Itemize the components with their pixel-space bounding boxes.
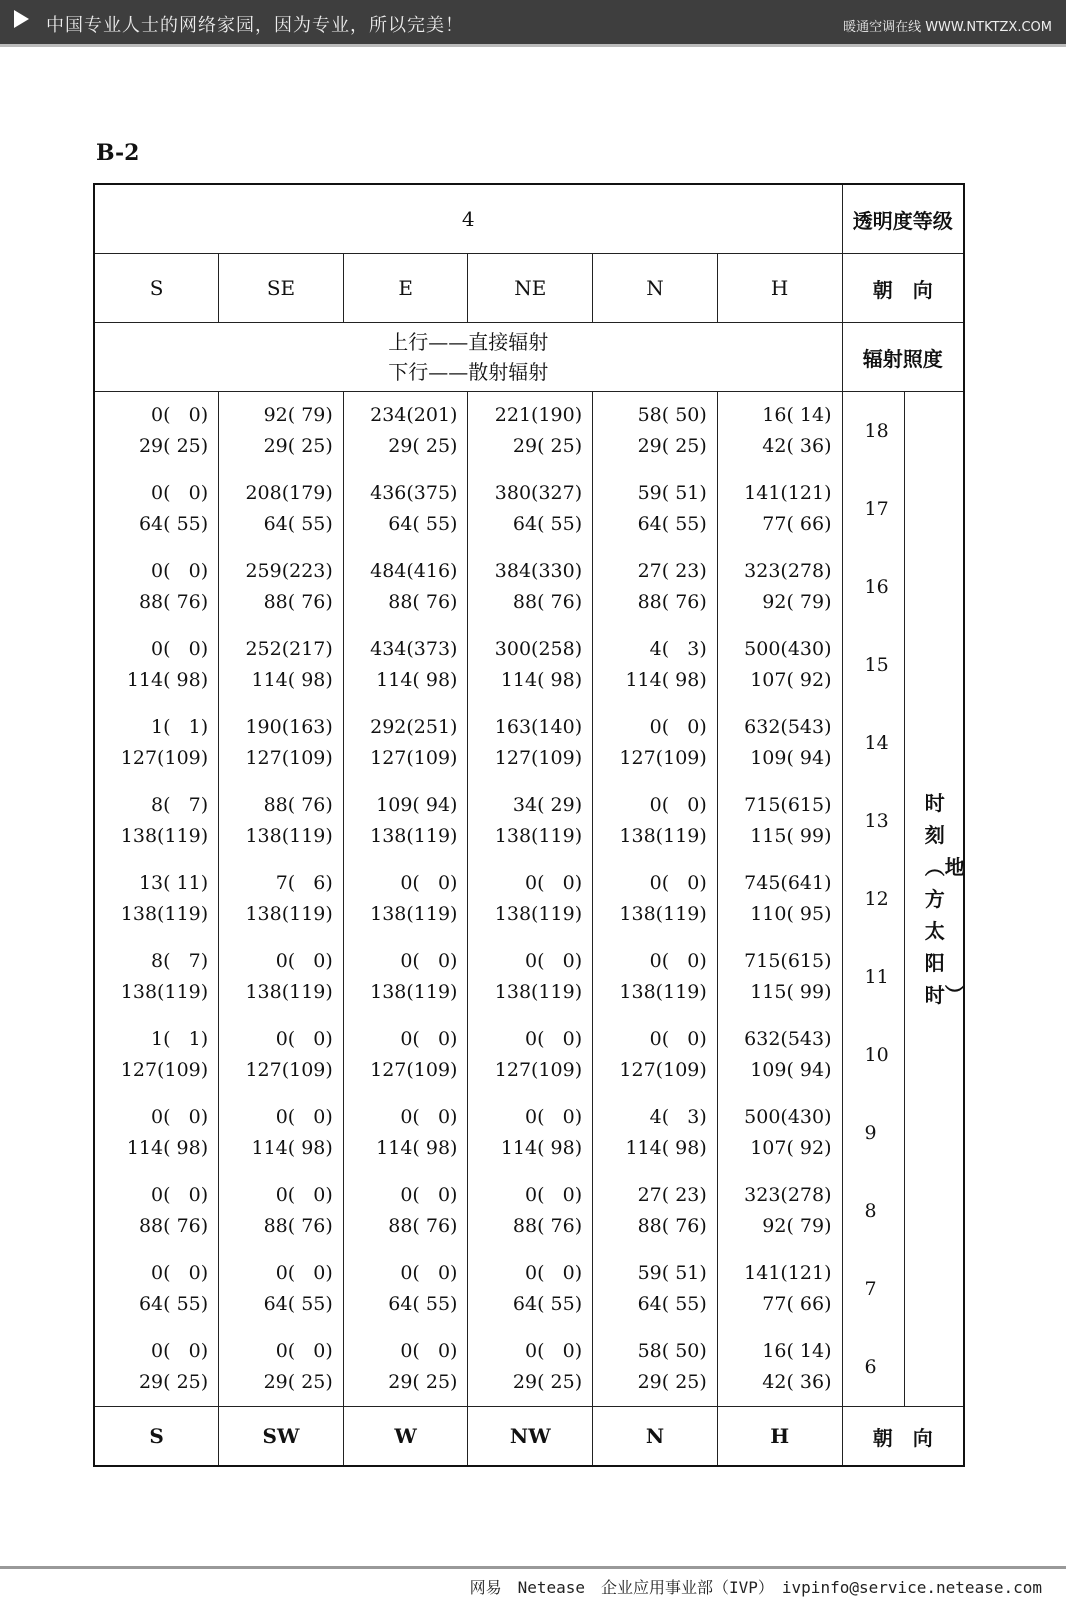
diffuse-value: 29( 25) (263, 435, 333, 457)
diffuse-value: 42( 36) (762, 435, 832, 457)
irradiance-cell (219, 470, 344, 548)
diffuse-value: 92( 79) (762, 591, 832, 613)
diffuse-value: 110( 95) (750, 903, 832, 925)
irradiance-label: 辐射照度 (842, 323, 964, 392)
irradiance-cell (94, 1250, 219, 1328)
direct-value: 27( 23) (637, 1184, 707, 1206)
diffuse-value: 64( 55) (138, 1293, 209, 1315)
diffuse-value: 29( 25) (388, 435, 458, 457)
orientation-footer: SW (219, 1407, 344, 1467)
irradiance-cell (717, 1016, 842, 1094)
direct-value: 0( 0) (151, 404, 209, 426)
legend-lower: 下行——散射辐射 (388, 360, 549, 384)
irradiance-cell (593, 704, 718, 782)
irradiance-cell (717, 1250, 842, 1328)
irradiance-cell (468, 782, 593, 860)
irradiance-cell (219, 860, 344, 938)
hour-cell: 7 (842, 1250, 904, 1328)
diffuse-value: 138(119) (245, 981, 333, 1003)
diffuse-value: 138(119) (370, 903, 458, 925)
direct-value: 0( 0) (275, 1028, 333, 1050)
diffuse-value: 64( 55) (263, 513, 333, 535)
irradiance-cell (717, 1328, 842, 1407)
direct-value: 16( 14) (762, 404, 832, 426)
direct-value: 0( 0) (151, 1262, 209, 1284)
hour-cell: 16 (842, 548, 904, 626)
direct-value: 0( 0) (525, 950, 583, 972)
direct-value: 0( 0) (151, 482, 209, 504)
footer-text: 网易 Netease 企业应用事业部（IVP） ivpinfo@service.netease.com (469, 1578, 1042, 1597)
direct-value: 208(179) (245, 482, 333, 504)
diffuse-value: 64( 55) (388, 513, 458, 535)
irradiance-cell (343, 860, 468, 938)
diffuse-value: 64( 55) (138, 513, 209, 535)
orientation-footer: N (593, 1407, 718, 1467)
diffuse-value: 29( 25) (138, 1371, 209, 1393)
irradiance-cell (468, 1250, 593, 1328)
direct-value: 0( 0) (649, 950, 707, 972)
irradiance-cell (94, 704, 219, 782)
direct-value: 4( 3) (649, 638, 707, 660)
irradiance-cell (593, 626, 718, 704)
diffuse-value: 138(119) (370, 981, 458, 1003)
time-label: 时刻︵地方太阳时︶ (924, 791, 965, 1007)
direct-value: 0( 0) (400, 1184, 458, 1206)
irradiance-cell (717, 782, 842, 860)
irradiance-cell (717, 392, 842, 471)
orientation-footer: W (343, 1407, 468, 1467)
direct-value: 632(543) (744, 716, 832, 738)
direct-value: 27( 23) (637, 560, 707, 582)
irradiance-cell (593, 1016, 718, 1094)
irradiance-cell (94, 938, 219, 1016)
irradiance-cell (468, 392, 593, 471)
direct-value: 58( 50) (637, 1340, 707, 1362)
direct-value: 1( 1) (151, 1028, 209, 1050)
direct-value: 380(327) (494, 482, 583, 504)
direct-value: 58( 50) (637, 404, 707, 426)
irradiance-cell (717, 938, 842, 1016)
irradiance-cell (468, 1172, 593, 1250)
diffuse-value: 138(119) (619, 981, 707, 1003)
irradiance-cell (593, 392, 718, 471)
diffuse-value: 127(109) (120, 1059, 209, 1081)
direct-value: 0( 0) (400, 1028, 458, 1050)
diffuse-value: 64( 55) (637, 513, 707, 535)
footer (0, 1566, 1066, 1603)
diffuse-value: 29( 25) (637, 435, 707, 457)
irradiance-cell (219, 782, 344, 860)
irradiance-cell (343, 938, 468, 1016)
table-row (94, 548, 964, 626)
direct-value: 0( 0) (400, 1340, 458, 1362)
diffuse-value: 114( 98) (126, 1137, 209, 1159)
irradiance-cell (468, 470, 593, 548)
direct-value: 715(615) (744, 950, 832, 972)
table-row (94, 1172, 964, 1250)
diffuse-value: 107( 92) (750, 1137, 832, 1159)
orientation-footer: H (717, 1407, 842, 1467)
irradiance-cell (468, 626, 593, 704)
direct-value: 259(223) (245, 560, 333, 582)
irradiance-cell (94, 1016, 219, 1094)
diffuse-value: 138(119) (120, 825, 209, 847)
table-row (94, 704, 964, 782)
direct-value: 0( 0) (649, 872, 707, 894)
irradiance-cell (468, 938, 593, 1016)
direct-value: 0( 0) (649, 1028, 707, 1050)
irradiance-cell (343, 1328, 468, 1407)
direct-value: 484(416) (370, 560, 458, 582)
irradiance-cell (593, 1250, 718, 1328)
table-row (94, 626, 964, 704)
direct-value: 141(121) (744, 1262, 832, 1284)
irradiance-cell (343, 1094, 468, 1172)
irradiance-table (93, 183, 965, 1467)
irradiance-cell (94, 1172, 219, 1250)
diffuse-value: 88( 76) (512, 1215, 583, 1237)
irradiance-cell (717, 860, 842, 938)
irradiance-cell (468, 1094, 593, 1172)
irradiance-cell (717, 704, 842, 782)
play-arrow-icon (14, 10, 29, 28)
diffuse-value: 64( 55) (263, 1293, 333, 1315)
direct-value: 0( 0) (275, 950, 333, 972)
irradiance-cell (219, 1328, 344, 1407)
direct-value: 0( 0) (151, 1340, 209, 1362)
table-row (94, 392, 964, 471)
irradiance-cell (343, 1172, 468, 1250)
irradiance-cell (94, 1094, 219, 1172)
hour-cell: 15 (842, 626, 904, 704)
direct-value: 8( 7) (151, 794, 209, 816)
irradiance-cell (219, 1250, 344, 1328)
direct-value: 745(641) (744, 872, 832, 894)
direct-value: 632(543) (744, 1028, 832, 1050)
direct-value: 0( 0) (151, 1184, 209, 1206)
diffuse-value: 92( 79) (762, 1215, 832, 1237)
direct-value: 0( 0) (525, 1340, 583, 1362)
hour-cell: 13 (842, 782, 904, 860)
hour-cell: 17 (842, 470, 904, 548)
direct-value: 436(375) (370, 482, 458, 504)
orientation-header: E (343, 254, 468, 323)
diffuse-value: 138(119) (370, 825, 458, 847)
direct-value: 0( 0) (649, 794, 707, 816)
direct-value: 0( 0) (649, 716, 707, 738)
irradiance-cell (468, 860, 593, 938)
diffuse-value: 114( 98) (625, 1137, 707, 1159)
direct-value: 0( 0) (275, 1184, 333, 1206)
diffuse-value: 127(109) (619, 747, 707, 769)
diffuse-value: 127(109) (245, 1059, 333, 1081)
diffuse-value: 114( 98) (251, 669, 333, 691)
transparency-label: 透明度等级 (842, 184, 964, 254)
diffuse-value: 138(119) (619, 903, 707, 925)
diffuse-value: 127(109) (494, 1059, 583, 1081)
diffuse-value: 115( 99) (750, 981, 832, 1003)
diffuse-value: 127(109) (494, 747, 583, 769)
direct-value: 0( 0) (525, 872, 583, 894)
direct-value: 234(201) (370, 404, 458, 426)
irradiance-cell (94, 782, 219, 860)
direct-value: 221(190) (494, 404, 583, 426)
irradiance-cell (94, 548, 219, 626)
diffuse-value: 64( 55) (637, 1293, 707, 1315)
table-row (94, 1328, 964, 1407)
direct-value: 59( 51) (637, 1262, 707, 1284)
hour-cell: 14 (842, 704, 904, 782)
irradiance-cell (219, 626, 344, 704)
irradiance-cell (343, 704, 468, 782)
direct-value: 0( 0) (400, 950, 458, 972)
direct-value: 0( 0) (151, 560, 209, 582)
diffuse-value: 88( 76) (138, 1215, 209, 1237)
direct-value: 252(217) (245, 638, 333, 660)
diffuse-value: 114( 98) (625, 669, 707, 691)
irradiance-cell (94, 470, 219, 548)
diffuse-value: 114( 98) (500, 669, 583, 691)
diffuse-value: 29( 25) (637, 1371, 707, 1393)
direct-value: 292(251) (370, 716, 458, 738)
irradiance-cell (343, 1016, 468, 1094)
diffuse-value: 29( 25) (512, 435, 583, 457)
direct-value: 0( 0) (275, 1262, 333, 1284)
hour-cell: 8 (842, 1172, 904, 1250)
direct-value: 7( 6) (275, 872, 333, 894)
irradiance-cell (593, 782, 718, 860)
diffuse-value: 88( 76) (388, 1215, 458, 1237)
irradiance-cell (717, 1172, 842, 1250)
direct-value: 4( 3) (649, 1106, 707, 1128)
hour-cell: 18 (842, 392, 904, 471)
diffuse-value: 64( 55) (512, 1293, 583, 1315)
irradiance-cell (219, 548, 344, 626)
table-row (94, 1250, 964, 1328)
diffuse-value: 127(109) (370, 1059, 458, 1081)
irradiance-cell (593, 938, 718, 1016)
orientation-header: N (593, 254, 718, 323)
direct-value: 92( 79) (263, 404, 333, 426)
direct-value: 500(430) (744, 638, 832, 660)
irradiance-cell (717, 470, 842, 548)
irradiance-cell (219, 938, 344, 1016)
legend-upper: 上行——直接辐射 (388, 330, 549, 354)
irradiance-cell (468, 1328, 593, 1407)
direct-value: 300(258) (494, 638, 583, 660)
orientation-label: 朝 向 (842, 254, 964, 323)
direct-value: 0( 0) (525, 1262, 583, 1284)
orientation-label-bottom: 朝 向 (842, 1407, 964, 1467)
direct-value: 500(430) (744, 1106, 832, 1128)
direct-value: 88( 76) (263, 794, 333, 816)
table-row (94, 938, 964, 1016)
direct-value: 0( 0) (525, 1028, 583, 1050)
table-row (94, 860, 964, 938)
table-row (94, 1016, 964, 1094)
banner-slogan: 中国专业人士的网络家园，因为专业，所以完美！ (46, 15, 464, 36)
direct-value: 0( 0) (151, 638, 209, 660)
table-row (94, 782, 964, 860)
diffuse-value: 64( 55) (388, 1293, 458, 1315)
diffuse-value: 138(119) (619, 825, 707, 847)
irradiance-cell (593, 470, 718, 548)
diffuse-value: 88( 76) (138, 591, 209, 613)
diffuse-value: 88( 76) (388, 591, 458, 613)
diffuse-value: 29( 25) (263, 1371, 333, 1393)
diffuse-value: 127(109) (120, 747, 209, 769)
hour-cell: 10 (842, 1016, 904, 1094)
table-code: B-2 (96, 140, 140, 166)
diffuse-value: 29( 25) (512, 1371, 583, 1393)
irradiance-cell (593, 860, 718, 938)
diffuse-value: 114( 98) (126, 669, 209, 691)
direct-value: 0( 0) (400, 1106, 458, 1128)
diffuse-value: 109( 94) (750, 747, 832, 769)
diffuse-value: 138(119) (494, 981, 583, 1003)
direct-value: 109( 94) (376, 794, 458, 816)
direct-value: 0( 0) (151, 1106, 209, 1128)
diffuse-value: 138(119) (494, 825, 583, 847)
diffuse-value: 107( 92) (750, 669, 832, 691)
orientation-footer: S (94, 1407, 219, 1467)
irradiance-cell (593, 1094, 718, 1172)
irradiance-cell (343, 626, 468, 704)
orientation-header: H (717, 254, 842, 323)
irradiance-cell (593, 548, 718, 626)
irradiance-cell (94, 860, 219, 938)
irradiance-cell (219, 392, 344, 471)
direct-value: 16( 14) (762, 1340, 832, 1362)
diffuse-value: 114( 98) (500, 1137, 583, 1159)
legend-note (94, 323, 842, 392)
irradiance-cell (219, 1172, 344, 1250)
diffuse-value: 77( 66) (762, 513, 832, 535)
orientation-header: NE (468, 254, 593, 323)
bottom-orientation-row (94, 1407, 964, 1467)
direct-value: 0( 0) (525, 1184, 583, 1206)
direct-value: 141(121) (744, 482, 832, 504)
diffuse-value: 138(119) (120, 981, 209, 1003)
direct-value: 0( 0) (525, 1106, 583, 1128)
irradiance-cell (593, 1328, 718, 1407)
orientation-header: SE (219, 254, 344, 323)
diffuse-value: 88( 76) (637, 591, 707, 613)
diffuse-value: 138(119) (245, 825, 333, 847)
direct-value: 384(330) (494, 560, 583, 582)
table-row (94, 1094, 964, 1172)
diffuse-value: 138(119) (494, 903, 583, 925)
orientation-header: S (94, 254, 219, 323)
hour-cell: 9 (842, 1094, 904, 1172)
diffuse-value: 64( 55) (512, 513, 583, 535)
irradiance-cell (219, 704, 344, 782)
direct-value: 434(373) (370, 638, 458, 660)
diffuse-value: 138(119) (120, 903, 209, 925)
diffuse-value: 114( 98) (376, 1137, 458, 1159)
direct-value: 59( 51) (637, 482, 707, 504)
diffuse-value: 77( 66) (762, 1293, 832, 1315)
irradiance-cell (343, 548, 468, 626)
direct-value: 0( 0) (400, 872, 458, 894)
direct-value: 323(278) (744, 1184, 832, 1206)
orientation-footer: NW (468, 1407, 593, 1467)
irradiance-cell (468, 704, 593, 782)
diffuse-value: 127(109) (619, 1059, 707, 1081)
table-row (94, 470, 964, 548)
irradiance-cell (343, 1250, 468, 1328)
diffuse-value: 138(119) (245, 903, 333, 925)
direct-value: 8( 7) (151, 950, 209, 972)
diffuse-value: 109( 94) (750, 1059, 832, 1081)
diffuse-value: 88( 76) (263, 591, 333, 613)
diffuse-value: 127(109) (245, 747, 333, 769)
top-banner (0, 0, 1066, 47)
direct-value: 0( 0) (275, 1340, 333, 1362)
direct-value: 0( 0) (400, 1262, 458, 1284)
irradiance-cell (343, 782, 468, 860)
diffuse-value: 114( 98) (251, 1137, 333, 1159)
hour-cell: 12 (842, 860, 904, 938)
transparency-level: 4 (94, 184, 842, 254)
irradiance-cell (94, 392, 219, 471)
irradiance-cell (94, 626, 219, 704)
diffuse-value: 88( 76) (263, 1215, 333, 1237)
diffuse-value: 88( 76) (637, 1215, 707, 1237)
irradiance-cell (593, 1172, 718, 1250)
irradiance-cell (219, 1094, 344, 1172)
direct-value: 190(163) (245, 716, 333, 738)
diffuse-value: 42( 36) (762, 1371, 832, 1393)
direct-value: 715(615) (744, 794, 832, 816)
direct-value: 34( 29) (512, 794, 583, 816)
direct-value: 163(140) (494, 716, 583, 738)
diffuse-value: 88( 76) (512, 591, 583, 613)
hour-cell: 11 (842, 938, 904, 1016)
direct-value: 13( 11) (138, 872, 209, 894)
diffuse-value: 29( 25) (388, 1371, 458, 1393)
time-label-cell (904, 392, 964, 1407)
hour-cell: 6 (842, 1328, 904, 1407)
irradiance-cell (468, 548, 593, 626)
irradiance-cell (219, 1016, 344, 1094)
direct-value: 1( 1) (151, 716, 209, 738)
irradiance-cell (94, 1328, 219, 1407)
diffuse-value: 114( 98) (376, 669, 458, 691)
diffuse-value: 29( 25) (138, 435, 209, 457)
banner-site: 暖通空调在线 WWW.NTKTZX.COM (843, 20, 1052, 35)
irradiance-cell (343, 392, 468, 471)
irradiance-cell (717, 1094, 842, 1172)
diffuse-value: 115( 99) (750, 825, 832, 847)
diffuse-value: 127(109) (370, 747, 458, 769)
irradiance-cell (468, 1016, 593, 1094)
irradiance-cell (717, 626, 842, 704)
direct-value: 323(278) (744, 560, 832, 582)
irradiance-cell (343, 470, 468, 548)
direct-value: 0( 0) (275, 1106, 333, 1128)
irradiance-cell (717, 548, 842, 626)
